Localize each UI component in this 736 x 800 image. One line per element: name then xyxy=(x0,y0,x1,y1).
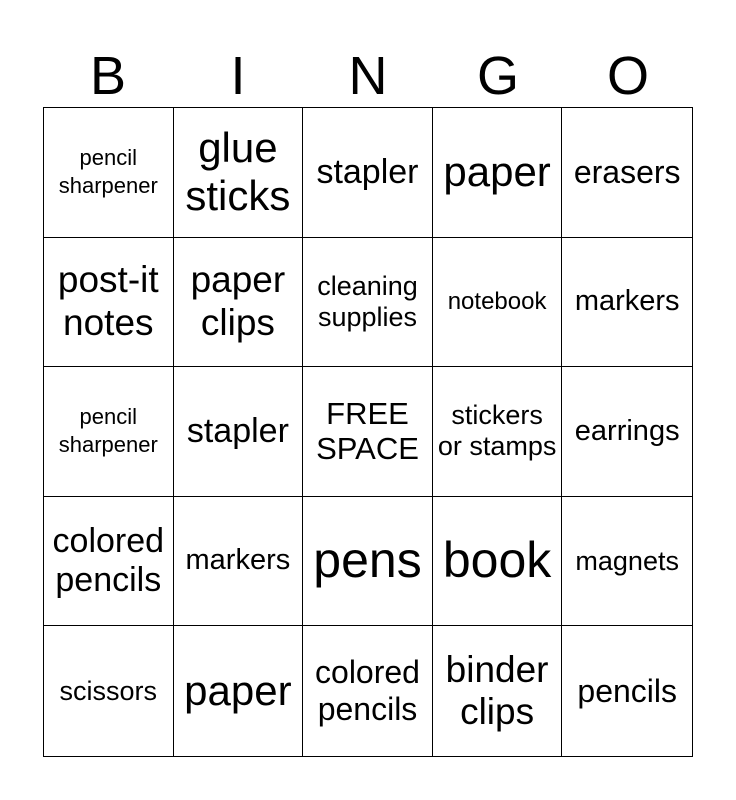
cell-label: earrings xyxy=(574,414,680,447)
cell-label: post-it notes xyxy=(57,259,159,343)
free-space-cell[interactable] xyxy=(303,367,433,497)
cell-label: markers xyxy=(185,544,291,577)
header-letter-o: O xyxy=(606,46,649,106)
bingo-cell[interactable] xyxy=(174,497,304,627)
header-letter-g: G xyxy=(476,46,519,106)
bingo-cell[interactable] xyxy=(44,626,174,756)
bingo-cell[interactable] xyxy=(562,367,692,497)
cell-label: stapler xyxy=(316,152,419,191)
cell-label: magnets xyxy=(575,545,679,576)
bingo-cell[interactable] xyxy=(174,238,304,368)
cell-label: pencil sharpener xyxy=(58,403,158,458)
cell-label: scissors xyxy=(59,675,158,706)
cell-label: paper xyxy=(443,148,551,196)
bingo-cell[interactable] xyxy=(562,497,692,627)
bingo-header xyxy=(43,45,693,107)
bingo-cell[interactable] xyxy=(433,108,563,238)
bingo-cell[interactable] xyxy=(303,626,433,756)
bingo-cell[interactable] xyxy=(44,497,174,627)
bingo-board xyxy=(43,107,693,757)
bingo-cell[interactable] xyxy=(433,497,563,627)
cell-label: glue sticks xyxy=(185,124,291,220)
cell-label: FREE SPACE xyxy=(316,395,419,467)
cell-label: markers xyxy=(574,285,680,318)
bingo-cell[interactable] xyxy=(433,626,563,756)
cell-label: colored pencils xyxy=(315,654,420,728)
cell-label: book xyxy=(442,532,552,589)
cell-label: stapler xyxy=(186,411,289,450)
cell-label: paper clips xyxy=(190,259,286,343)
header-letter-n: N xyxy=(348,46,388,106)
cell-label: pencil sharpener xyxy=(58,144,158,199)
bingo-cell[interactable] xyxy=(562,238,692,368)
bingo-cell[interactable] xyxy=(303,497,433,627)
bingo-cell[interactable] xyxy=(174,626,304,756)
header-letter-b: B xyxy=(89,46,127,106)
cell-label: binder clips xyxy=(445,648,549,733)
cell-label: erasers xyxy=(573,153,681,190)
cell-label: pens xyxy=(313,532,422,589)
cell-label: paper xyxy=(184,667,292,715)
header-letter-i: I xyxy=(230,46,246,106)
bingo-cell[interactable] xyxy=(303,238,433,368)
cell-label: notebook xyxy=(447,288,547,316)
bingo-cell[interactable] xyxy=(174,108,304,238)
bingo-cell[interactable] xyxy=(562,108,692,238)
bingo-cell[interactable] xyxy=(562,626,692,756)
bingo-cell[interactable] xyxy=(44,238,174,368)
cell-label: colored pencils xyxy=(52,522,165,600)
bingo-cell[interactable] xyxy=(433,238,563,368)
bingo-cell[interactable] xyxy=(433,367,563,497)
cell-label: cleaning supplies xyxy=(317,270,418,332)
bingo-cell[interactable] xyxy=(44,108,174,238)
bingo-cell[interactable] xyxy=(44,367,174,497)
bingo-cell[interactable] xyxy=(303,108,433,238)
cell-label: pencils xyxy=(577,672,677,709)
cell-label: stickers or stamps xyxy=(437,400,557,462)
bingo-cell[interactable] xyxy=(174,367,304,497)
